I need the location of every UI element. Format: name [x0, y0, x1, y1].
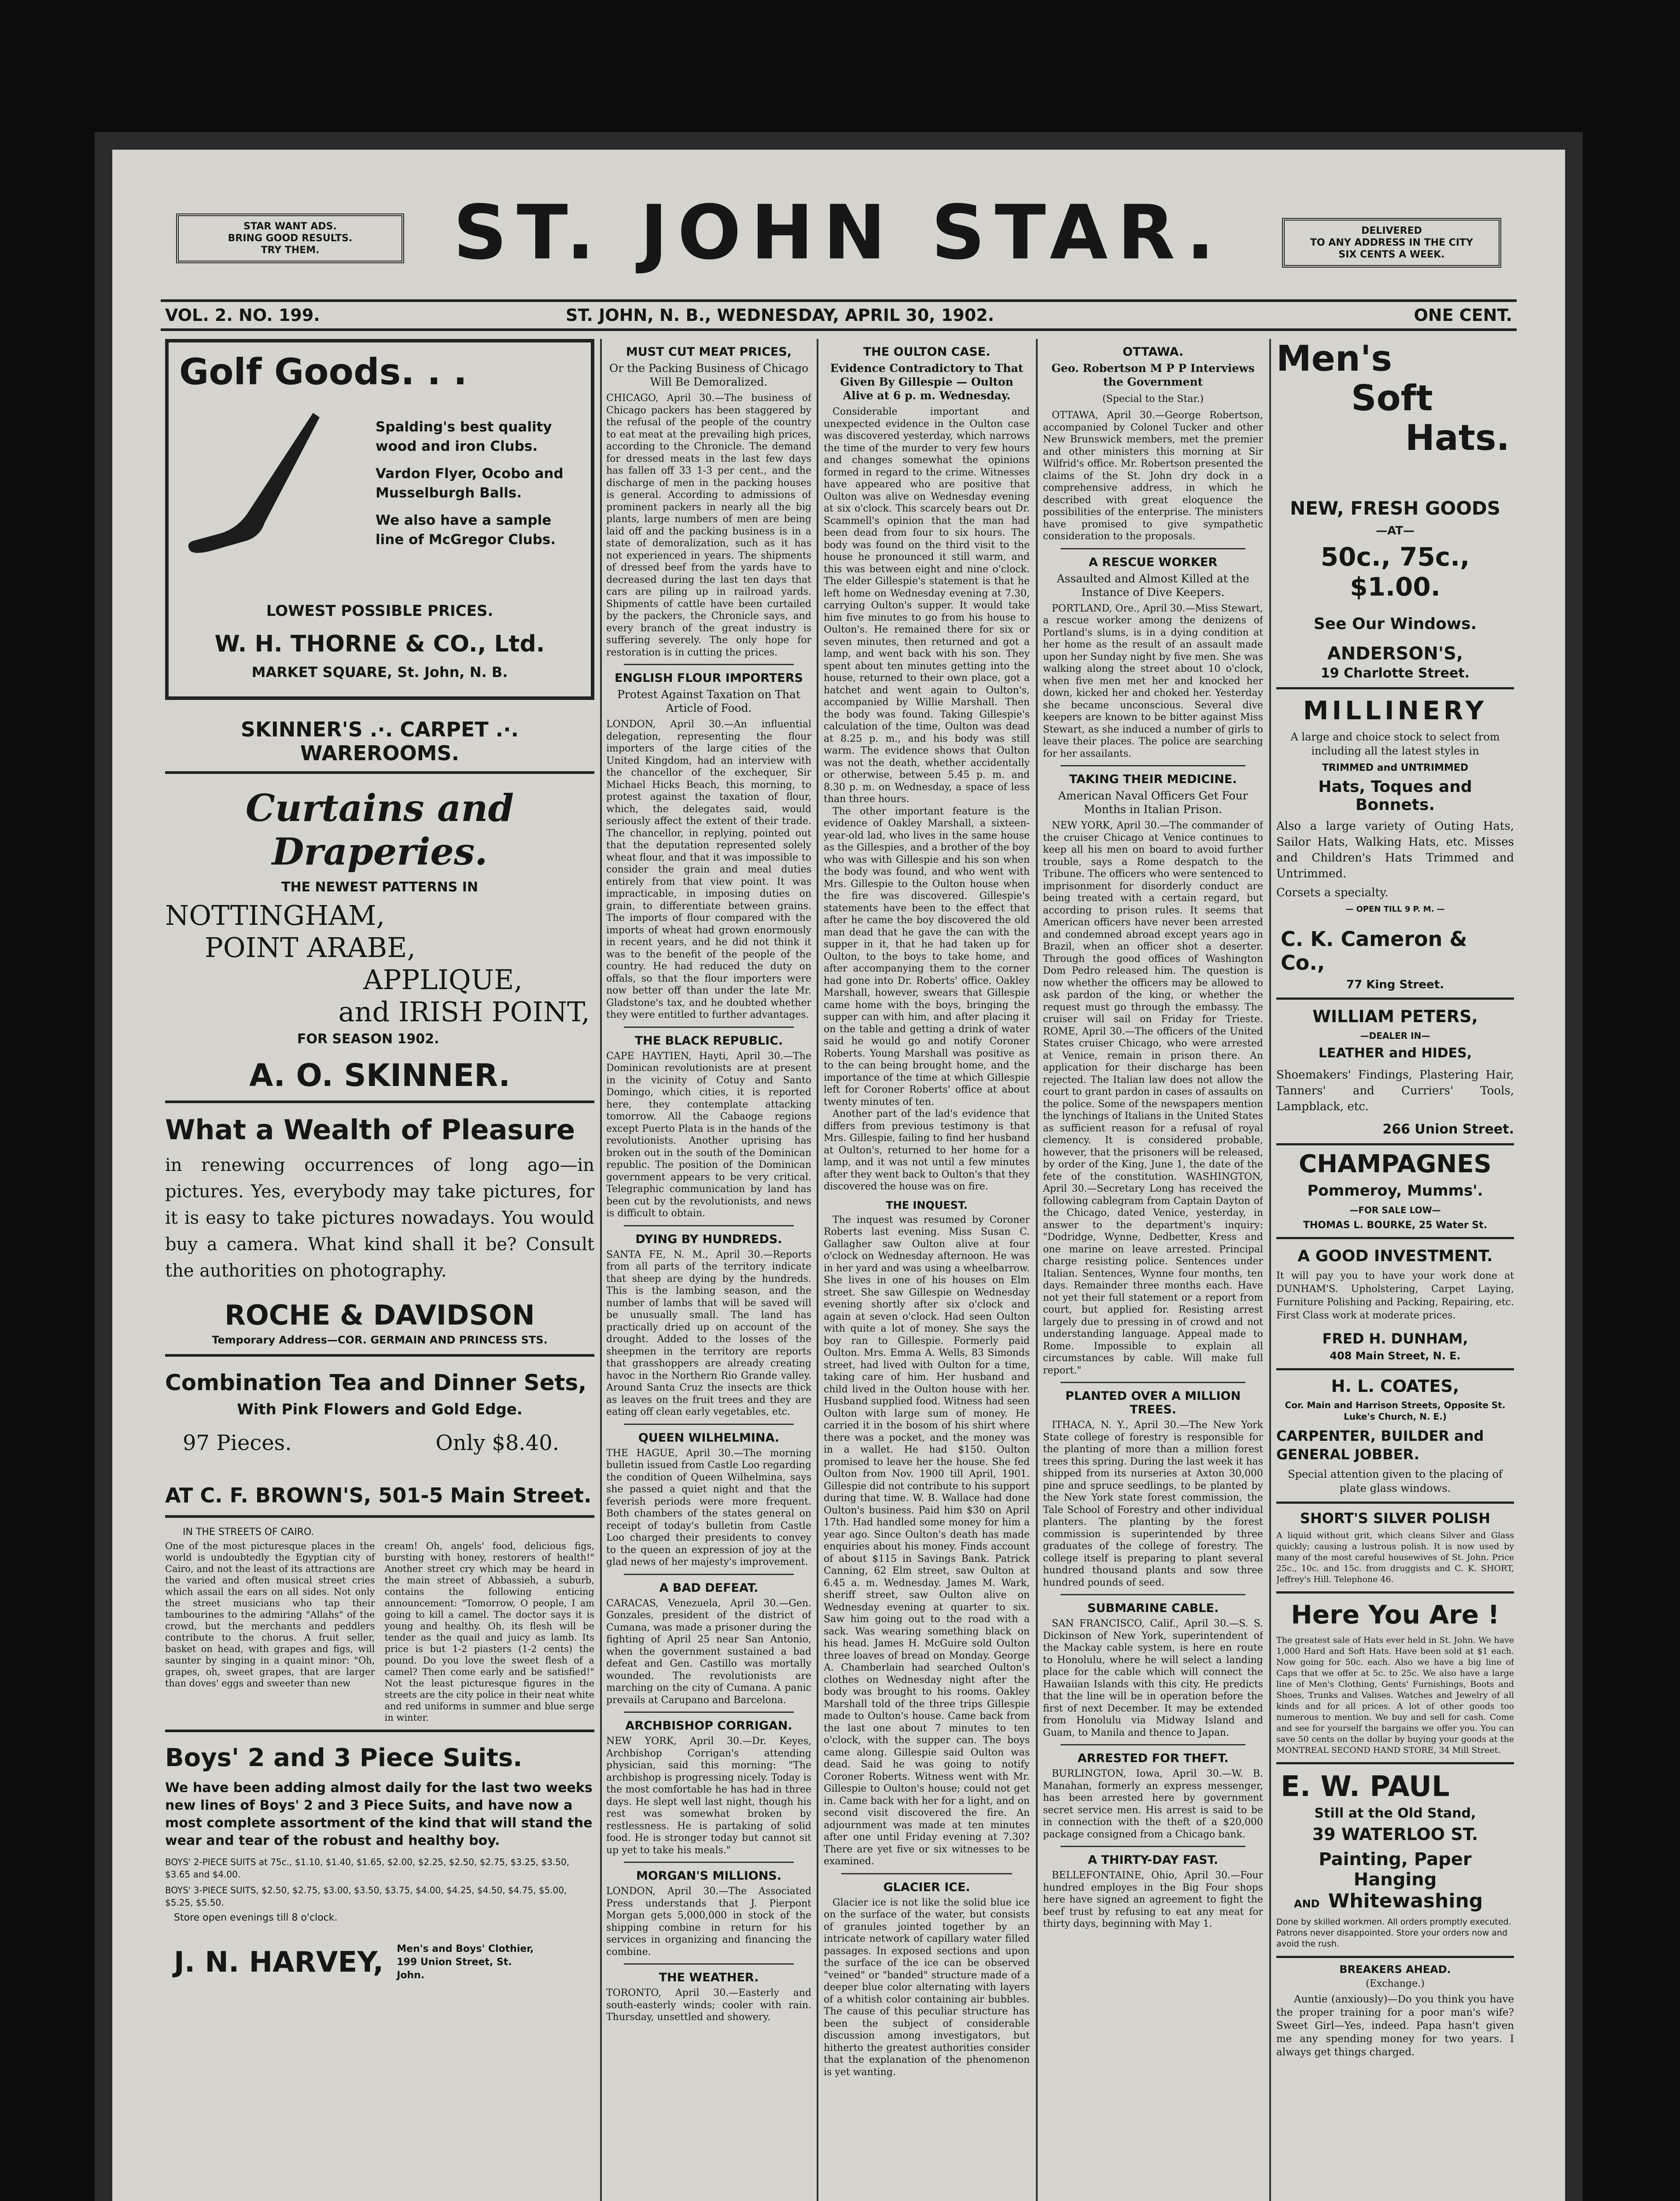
delivery-line-1: DELIVERED — [1361, 225, 1422, 236]
fast-headline: A THIRTY-DAY FAST. — [1087, 1853, 1219, 1867]
column-5-ads — [1276, 339, 1514, 2201]
queen-headline: QUEEN WILHELMINA. — [638, 1431, 780, 1445]
brown-pieces: 97 Pieces. — [183, 1431, 292, 1455]
roche-body: in renewing occurrences of long ago—in pictures. Yes, everybody may take pictures, for it is easy to take pictures nowadays. You would buy a camera. What kind shall it be? Consult the authorities on photography. — [165, 1155, 594, 1281]
cable-headline: SUBMARINE CABLE. — [1087, 1601, 1219, 1615]
peters-name: WILLIAM PETERS, — [1312, 1007, 1478, 1026]
paul-white: Whitewashing — [1328, 1890, 1483, 1912]
coates-address: Cor. Main and Harrison Streets, Opposite St. Luke's Church, N. E.) — [1285, 1400, 1506, 1422]
ottawa-special: (Special to the Star.) — [1102, 394, 1204, 405]
corrigan-headline: ARCHBISHOP CORRIGAN. — [625, 1719, 792, 1733]
flour-headline: ENGLISH FLOUR IMPORTERS — [615, 671, 803, 685]
skinner-point-arabe: POINT ARABE, — [205, 931, 416, 964]
column-rule-1 — [600, 339, 602, 2201]
breakers-body: Auntie (anxiously)—Do you think you have the proper training for a poor man's wife? Sweet Girl—Yes, indeed. Papa hasn't given me any spending money for two years. I always get things charged. — [1276, 1994, 1514, 2058]
millinery-also: Also a large variety of Outing Hats, Sailor Hats, Walking Hats, etc. Misses and Children's Hats Trimmed and Untrimmed. — [1276, 820, 1514, 880]
coates-body: Special attention given to the placing of plate glass windows. — [1276, 1467, 1514, 1504]
column-2-news — [606, 339, 811, 2201]
ottawa-subhead: Geo. Robertson M P P Interviews the Government — [1051, 362, 1255, 388]
peters-goods: LEATHER and HIDES, — [1318, 1045, 1472, 1061]
hats-ad — [1276, 339, 1514, 524]
defeat-headline: A BAD DEFEAT. — [659, 1581, 759, 1595]
inquest-headline: THE INQUEST. — [886, 1199, 968, 1211]
peters-dealer: —DEALER IN— — [1360, 1031, 1430, 1041]
brown-pricing — [165, 1431, 594, 1457]
golf-prices: LOWEST POSSIBLE PRICES. — [266, 602, 494, 620]
skinner-applique: APPLIQUE, — [363, 964, 523, 996]
ottawa-headline: OTTAWA. — [1122, 345, 1184, 359]
oulton-headline: THE OULTON CASE. — [863, 345, 991, 359]
millinery-hats: Hats, Toques and Bonnets. — [1318, 778, 1472, 814]
millinery-trimmed: TRIMMED and UNTRIMMED — [1322, 762, 1469, 773]
medicine-subhead: American Naval Officers Get Four Months in Italian Prison. — [1058, 789, 1248, 816]
bourke-firm: THOMAS L. BOURKE, 25 Water St. — [1276, 1220, 1514, 1239]
golf-details — [376, 417, 578, 549]
golf-line-mcgregor: We also have a sample line of McGregor Clubs. — [376, 512, 556, 548]
hats-prices: 50c., 75c., $1.00. — [1320, 542, 1470, 602]
flour-body: LONDON, April 30.—An influential delegation, representing the flour importers of the large cities of the United Kingdom, had an interview with the chancellor of the exchequer, Sir Michael Hicks Beach, this morning, to protest against the taxation of flour, which, the delegates said, would seriously affect the extent of their trade. The chancellor, in replying, pointed out that the deputation represented solely wheat flour, and that it was impossible to consider the grain and meal duties entirely from that view point. It was impracticable, in imposing duties on grain, to differentiate between grains. The imports of flour compared with the imports of wheat had grown enormously in recent years, and he did not think it was to the benefit of the people of the country. He had reduced the duty on offals, so that the flour importers were now better off than under the late Mr. Gladstone's tax, and he doubted whether they were entitled to further advantages. — [606, 719, 811, 1020]
newspaper-title: ST. JOHN STAR. — [453, 189, 1224, 276]
glacier-body: Glacier ice is not like the solid blue ice on the surface of the water, but consists of granules jointed together by an intricate network of capillary water filled passages. In exposed sections and upon the surface of the ice can be observed "veined" or "banded" structure made of a deeper blue color alternating with layers of a whitish color containing air bubbles. The cause of this peculiar structure has been the subject of considerable discussion among investigators, but hitherto the greatest authorities consider that the explanation of the phenomenon is yet wanting. — [824, 1897, 1030, 2078]
harvey-signature — [165, 1943, 594, 1982]
republic-body: CAPE HAYTIEN, Hayti, April 30.—The Dominican revolutionists are at present in the vicinity of Cotuy and Santo Domingo, which cities, it is reported here, they contemplate attacking tomorrow. All the Cabaoge regions except Puerto Plata is in the hands of the revolutionists. Another uprising has broken out in the south of the Dominican republic. The position of the Dominican government appears to be very critical. Telegraphic communication by land has been cut by the revolutionists, and news is difficult to obtain. — [606, 1050, 811, 1219]
roche-title: What a Wealth of Pleasure — [165, 1114, 575, 1146]
hats-at: —AT— — [1376, 524, 1415, 537]
polish-title: SHORT'S SILVER POLISH — [1300, 1510, 1491, 1527]
roche-firm: ROCHE & DAVIDSON — [225, 1299, 535, 1331]
medicine-headline: TAKING THEIR MEDICINE. — [1069, 773, 1237, 786]
skinner-season: FOR SEASON 1902. — [297, 1031, 439, 1047]
brown-price: Only $8.40. — [435, 1431, 559, 1455]
theft-headline: ARRESTED FOR THEFT. — [1077, 1752, 1229, 1765]
coates-trade: CARPENTER, BUILDER and GENERAL JOBBER. — [1276, 1428, 1484, 1463]
meat-headline: MUST CUT MEAT PRICES, — [626, 345, 792, 359]
here-body: The greatest sale of Hats ever held in St. John. We have 1,000 Hard and Soft Hats. Have been sold at $1 each. Now going for 50c. each. Also we have a big line of Caps that we offer at 5c. to 25c. We also have a large line of Men's Clothing, Gents' Furnishings, Boots and Shoes, Trunks and Valises. Watches and Jewelry of all kinds and for all prices. A lot of other goods too numerous to mention. We buy and sell for cash. Come and see for yourself the bargains we offer you. You can save 50 cents on the dollar by buying your goods at the MONTREAL SECOND HAND STORE, 34 Mill Street. — [1276, 1635, 1514, 1764]
harvey-hours: Store open evenings till 8 o'clock. — [174, 1912, 338, 1923]
paul-still: Still at the Old Stand, — [1314, 1806, 1476, 1821]
column-3-news — [824, 339, 1030, 2201]
newspaper-page — [95, 132, 1583, 2201]
inquest-body: The inquest was resumed by Coroner Roberts last evening. Miss Susan C. Gallagher saw Oulton alive at four o'clock on Wednesday afternoon. He was in her yard and was using a wheelbarrow. She lives in one of his houses on Elm street. She saw Gillespie on Wednesday evening shortly after six o'clock and again at seven o'clock. Had seen Oulton with quite a lot of money. She says the boy ran to Gillespie. Formerly paid Oulton. Mrs. Emma A. Wells, 83 Simonds street, had lived with Oulton for a time, taking care of him. Her husband and child lived in the Oulton house with her. Husband supplied food. Witness had seen Oulton with large sum of money. He carried it in the bosom of his shirt where there was a pocket, and the money was in a wallet. He had $150. Oulton promised to leave her the house. She fed Oulton from Nov. 1900 till April, 1901. Gillespie did not contribute to his support during that time. W. B. Wallace had done Oulton's business. Paid him $30 on April 17th. Had handled some money for him a year ago. Since Oulton's death has made enquiries about his money. Finds account of about $115 in Savings Bank. Patrick Canning, 62 Elm street, saw Oulton at 6.45 a. m. Wednesday. James M. Wark, sheriff street, saw Oulton alive on Wednesday evening at quarter to six. Saw him going out to the road with a sack. Was wearing something black on his head. James H. McGuire sold Oulton three loaves of bread on Monday. George A. Chamberlain had searched Oulton's clothes on Wednesday night after the body was brought to his rooms. Oakley Marshall told of the three trips Gillespie made to Oulton's house. Came back from the last one about 7 minutes to ten o'clock, with the supper can. The boys came along. Gillespie said Oulton was dead. Said he was going to notify Coroner Roberts. Witness went with Mr. Gillespie to Oulton's house; could not get in. Came back with her for a light, and on second visit discovered the fire. An adjournment was made at ten minutes after one until Friday evening at 7.30? There are yet five or six witnesses to be examined. — [824, 1214, 1030, 1867]
dateline-bar — [161, 299, 1517, 331]
skinner-name: A. O. SKINNER. — [165, 1057, 594, 1103]
millinery-title: MILLINERY — [1303, 696, 1488, 725]
millinery-body: A large and choice stock to select from including all the latest styles in — [1290, 731, 1500, 757]
trees-body: ITHACA, N. Y., April 30.—The New York State college of forestry is responsible for the planting of more than a million forest trees this spring. During the last week it has shipped from its nurseries at Axton 30,000 pine and spruce seedlings, to be planted by the New York state forest commission, the Tale School of Forestry and other individual planters. The planting by the forest commission is superintended by three graduates of the college of forestry. The college itself is preparing to plant several hundred thousand plants and sow three hundred pounds of seed. — [1043, 1420, 1263, 1588]
dying-body: SANTA FE, N. M., April 30.—Reports from all parts of the territory indicate that sheep are dying by the hundreds. This is the lambing season, and the number of lambs that will be saved will be unusually small. The land has practically dried up on account of the drought. Added to the losses of the sheepmen in the territory are reports that grasshoppers are already creating havoc in the Northern Rio Grande valley. Around Santa Cruz the insects are thick as leaves on the fruit trees and they are eating off clean early vegetables, etc. — [606, 1249, 811, 1417]
skinner-title: Curtains and Draperies. — [245, 786, 514, 873]
anderson-name: ANDERSON'S, — [1327, 644, 1463, 664]
harvey-3-piece: BOYS' 3-PIECE SUITS, $2.50, $2.75, $3.00, $3.50, $3.75, $4.00, $4.25, $4.50, $4.75, $5.00, $5.25, $5.50. — [165, 1885, 567, 1908]
paul-name: E. W. PAUL — [1281, 1770, 1450, 1803]
golf-line-balls: Vardon Flyer, Ocobo and Musselburgh Balls. — [376, 466, 564, 501]
harvey-body: We have been adding almost daily for the last two weeks new lines of Boys' 2 and 3 Piece Suits, and have now a most complete assortment of the kind that will stand the wear and tear of the robust and healthy boy. — [165, 1780, 593, 1848]
rescue-subhead: Assaulted and Almost Killed at the Instance of Dive Keepers. — [1057, 572, 1249, 599]
issue-date: ST. JOHN, N. B., WEDNESDAY, APRIL 30, 1902. — [566, 305, 995, 325]
oulton-body-1: Considerable important and unexpected evidence in the Oulton case was discovered yesterday, which narrows the time of the murder to very few hours and changes somewhat the opinions formed in regard to the crime. Witnesses have appeared who are positive that Oulton was alive on Wednesday evening at six o'clock. This scarcely bears out Dr. Scammell's opinion that the man had been dead from four to six hours. The body was found on the third visit to the house he pronounced it still warm, and this was between eight and nine o'clock. The elder Gillespie's statement is that he left home on Wednesday evening at 7.30, carrying Oulton's supper. It would take him five minutes to go from his house to Oulton's. He remained there for six or seven minutes, then returned and got a lamp, and went back with his son. They spent about ten minutes getting into the house, returned to their own place, got a hatchet and went again to Oulton's, accompanied by Willie Marshall. Then the body was found. Taking Gillespie's calculation of the time, Oulton was dead at 8.25 p. m., and his body was still warm. The evidence shows that Oulton was not the death, whether accidentally or otherwise, between 5.45 p. m. and 8.30 p. m. on Wednesday, a space of less than three hours. — [824, 406, 1030, 805]
cameron-address: 77 King Street. — [1276, 978, 1514, 1000]
harvey-tag: Men's and Boys' Clothier, 199 Union Street, St. John. — [397, 1943, 534, 1981]
medicine-body: NEW YORK, April 30.—The commander of the cruiser Chicago at Venice continues to keep all his men on board to avoid further trouble, says a Rome despatch to the Tribune. The officers who were sentenced to imprisonment for disorderly conduct are being treated with a certain regard, but according to prison rules. It seems that American officers have never been arrested and condemned abroad except years ago in Brazil, when an officer shot a deserter. Through the good offices of Washington Dom Pedro released him. The question is now whether the officers may be allowed to ask pardon of the king, or whether the request must go through the embassy. The cruiser will sail on Friday for Trieste. ROME, April 30.—The officers of the United States cruiser Chicago, who were arrested at Venice, remain in prison there. An application for their discharge has been rejected. The Italian law does not allow the court to grant pardon in cases of assaults on the police. Some of the newspapers mention the lynchings of Italians in the United States as sufficient reason for a refusal of royal clemency. It is considered probable, however, that the prisoners will be released, by order of the King, June 1, the date of the fete of the constitution. WASHINGTON, April 30.—Secretary Long has received the following cablegram from Captain Dayton of the Chicago, dated Venice, yesterday, in answer to the department's inquiry: "Dodridge, Wynne, Dedbetter, Kress and one marine on leave arrested. Principal charge resisting police. Sentences under Italian. Sentences, Wynne four months, ten days. Remainder three months each. Have not yet their full statement or a report from court, but applied for. Resisting arrest largely due to pressing in of crowd and not understanding language. Appeal made to Rome. Impossible to explain all circumstances by cable. Will make full report." — [1043, 820, 1263, 1376]
champagnes-brands: Pommeroy, Mumms'. — [1307, 1182, 1483, 1200]
delivery-box — [1282, 218, 1501, 268]
cameron-firm: C. K. Cameron & Co., — [1281, 927, 1467, 975]
column-1-ads — [165, 339, 594, 2201]
brown-title: Combination Tea and Dinner Sets, — [165, 1370, 587, 1395]
column-4-news — [1043, 339, 1263, 2201]
golf-title: Golf Goods. . . — [179, 351, 467, 393]
thorne-firm-name: W. H. THORNE & CO., Ltd. — [214, 631, 545, 657]
paul-and: AND — [1294, 1898, 1320, 1910]
cairo-heading: IN THE STREETS OF CAIRO. — [183, 1527, 314, 1538]
skinner-sub: THE NEWEST PATTERNS IN — [281, 880, 478, 895]
oulton-body-3: Another part of the lad's evidence that differs from previous testimony is that Mrs. Gillespie, failing to find her husband at Oulton's, returned to her home for a lamp, and it was not until a few minutes after they went back to Oulton's that they discovered the house was on fire. — [824, 1108, 1030, 1192]
republic-headline: THE BLACK REPUBLIC. — [634, 1034, 783, 1048]
harvey-name: J. N. HARVEY, — [174, 1946, 384, 1979]
weather-headline: THE WEATHER. — [659, 1971, 759, 1984]
column-rule-2 — [817, 339, 818, 2201]
hats-title-1: Men's — [1276, 339, 1392, 379]
cairo-right: cream! Oh, angels' food, delicious figs, bursting with honey, restorers of health!" Another street cry which may be heard in the main street of Abbassieh, a suburb, contains the following enticing announcement: "Tomorrow, O people, I am going to kill a camel. The doctor says it is young and healthy. Oh, its flesh will be tender as the quail and juicy as lamb. Its price is but 1-2 piasters (1-2 cents) the pound. Do you love the sweet flesh of a camel? Then come early and be satisfied!" Not the least picturesque figures in the streets are the city police in their neat white and red uniforms in summer and blue serge in winter. — [384, 1541, 594, 1723]
polish-body: A liquid without grit, which cleans Silver and Glass quickly; causing a lustrous polish. It is now used by many of the most careful housewives of St. John. Price 25c., 10c. and 15c. from druggists and C. K. SHORT, Jeffrey's Hill. Telephone 46. — [1276, 1530, 1514, 1594]
cairo-columns — [165, 1540, 594, 1723]
hats-fresh: NEW, FRESH GOODS — [1289, 497, 1501, 519]
want-ads-line-1: STAR WANT ADS. — [243, 221, 337, 232]
peters-address: 266 Union Street. — [1276, 1122, 1514, 1145]
peters-body: Shoemakers' Findings, Plastering Hair, Tanners' and Curriers' Tools, Lampblack, etc. — [1276, 1068, 1514, 1113]
thorne-address: MARKET SQUARE, St. John, N. B. — [251, 664, 508, 681]
volume-number: VOL. 2. NO. 199. — [165, 305, 320, 325]
delivery-line-2: TO ANY ADDRESS IN THE CITY — [1310, 237, 1473, 248]
meat-body: CHICAGO, April 30.—The business of Chicago packers has been staggered by the refusal of the people of the country to eat meat at the prevailing high prices, according to the Chronicle. The demand for dressed meats in the last few days has fallen off 33 1-3 per cent., and the discharge of men in the packing houses is general. According to admissions of prominent packers in nearly all the big plants, large numbers of men are being laid off and the packing business is in a state of demoralization, such as it has not experienced in years. The shipments of dressed beef from the yards have to decreased during the last ten days that cars are piling up in railroad yards. Shipments of cattle have been curtailed by the packers, the Chronicle says, and every branch of the great industry is suffering severely. The only hope for restoration is in cutting the prices. — [606, 393, 811, 658]
millinery-open: — OPEN TILL 9 P. M. — — [1345, 905, 1445, 914]
corrigan-body: NEW YORK, April 30.—Dr. Keyes, Archbishop Corrigan's attending physician, said this morning: "The archbishop is progressing nicely. Today is the most comfortable he has had in three days. He slept well last night, though his rest was somewhat broken by restlessness. He is partaking of solid food. He is stronger today but cannot sit up yet to take his meals." — [606, 1736, 811, 1856]
meat-subhead: Or the Packing Business of Chicago Will Be Demoralized. — [609, 362, 809, 388]
champagnes-sale: —FOR SALE LOW— — [1349, 1205, 1441, 1215]
delivery-line-3: SIX CENTS A WEEK. — [1338, 249, 1445, 260]
champagnes-title: CHAMPAGNES — [1299, 1150, 1492, 1178]
defeat-body: CARACAS, Venezuela, April 30.—Gen. Gonzales, president of the district of Cumana, was made a prisoner during the fighting of April 25 near San Antonio, when the government sustained a bad defeat and Gen. Castillo was mortally wounded. The revolutionists are marching on the city of Cumana. A panic prevails at Carupano and Barcelona. — [606, 1597, 811, 1706]
want-ads-line-2: BRING GOOD RESULTS. — [228, 233, 353, 244]
dying-headline: DYING BY HUNDREDS. — [635, 1232, 782, 1246]
want-ads-line-3: TRY THEM. — [261, 245, 320, 256]
thorne-golf-ad — [165, 339, 594, 700]
dunham-title: A GOOD INVESTMENT. — [1297, 1247, 1493, 1265]
theft-body: BURLINGTON, Iowa, April 30.—W. B. Manahan, formerly an express messenger, has been arrested here by government secret service men. His arrest is said to be in connection with the theft of a $20,000 package consigned from a Chicago bank. — [1043, 1768, 1263, 1840]
hats-windows: See Our Windows. — [1313, 615, 1477, 633]
trees-headline: PLANTED OVER A MILLION TREES. — [1065, 1389, 1241, 1417]
glacier-headline: GLACIER ICE. — [883, 1880, 970, 1894]
harvey-2-piece: BOYS' 2-PIECE SUITS at 75c., $1.10, $1.40, $1.65, $2.00, $2.25, $2.50, $2.75, $3.25, $3.50, $3.65 and $4.00. — [165, 1857, 570, 1880]
cable-body: SAN FRANCISCO, Calif., April 30.—S. S. Dickinson of New York, superintendent of the Mackay cable system, is here en route to Honolulu, where he will select a landing place for the cable which will connect the Hawaiian Islands with this city. He predicts that the line will be in operation before the first of next December. It may be extended from Honolulu via Midway Island and Guam, to Manila and thence to Japan. — [1043, 1618, 1263, 1738]
dunham-name: FRED H. DUNHAM, — [1322, 1330, 1468, 1347]
cairo-left: One of the most picturesque places in the world is undoubtedly the Egyptian city of Cairo, and not the least of its attractions are the varied and often musical street cries which assail the ears on all sides. Not only the street musicians who tap their tambourines to the admiring "Allahs" of the crowd, but the merchants and peddlers contribute to the chorus. A fruit seller, basket on head, with grapes and figs, will saunter by singing in a quaint minor: "Oh, grapes, oh, sweet grapes, that are larger than doves' eggs and sweeter than new — [165, 1541, 375, 1689]
brown-store: AT C. F. BROWN'S, 501-5 Main Street. — [165, 1483, 594, 1518]
anderson-address: 19 Charlotte Street. — [1276, 666, 1514, 689]
queen-body: THE HAGUE, April 30.—The morning bulletin issued from Castle Loo regarding the condition of Queen Wilhelmina, says she passed a quiet night and that the feverish periods were more frequent. Both chambers of the states general on receipt of today's bulletin from Castle Loo charged their presidents to convey to the queen an expression of joy at the glad news of her majesty's improvement. — [606, 1447, 811, 1568]
oulton-body-2: The other important feature is the evidence of Oakley Marshall, a sixteen-year-old lad, who lives in the same house as the Gillespies, and a brother of the boy who was with Gillespie and his son when the body was found, and who went with Mrs. Gillespie to the Oulton house when the fire was discovered. Gillespie's statements have been to the effect that after he came the boy discovered the old man dead that he gave the can with the supper in it, that he had taken up for Oulton, to the boys to take home, and after accompanying them to the corner had gone into Dr. Roberts' office. Oakley Marshall, however, swears that Gillespie came home with the boys, bringing the supper can with him, and after placing it on the table and getting a drink of water said he would go and notify Coroner Roberts. Young Marshall was positive as to the can being brought home, and the importance of the time at which Gillespie left for Coroner Roberts' office at about twenty minutes of ten. — [824, 806, 1030, 1108]
morgan-body: LONDON, April 30.—The Associated Press understands that J. Pierpont Morgan gets 5,000,000 in stock of the shipping combine in return for his services in organizing and financing the combine. — [606, 1886, 811, 1958]
millinery-corsets: Corsets a specialty. — [1276, 886, 1389, 899]
oulton-subhead: Evidence Contradictory to That Given By Gillespie — Oulton Alive at 6 p. m. Wednesday. — [830, 362, 1024, 402]
skinner-nottingham: NOTTINGHAM, — [165, 899, 385, 931]
hats-title-2: Soft — [1351, 378, 1433, 419]
column-rule-3 — [1036, 339, 1038, 2201]
hats-title-3: Hats. — [1405, 417, 1510, 458]
paul-trade: Painting, Paper Hanging — [1319, 1849, 1472, 1890]
paul-address: 39 WATERLOO ST. — [1312, 1825, 1478, 1844]
flour-subhead: Protest Against Taxation on That Article of Food. — [617, 688, 800, 714]
brown-sub: With Pink Flowers and Gold Edge. — [237, 1401, 523, 1418]
skinner-irish-point: and IRISH POINT, — [338, 996, 590, 1028]
rescue-body: PORTLAND, Ore., April 30.—Miss Stewart, a rescue worker among the denizens of Portland's slums, is in a dying condition at her home as the result of an assault made upon her Sunday night by five men. She was walking along the street about 10 o'clock, when five men met her and knocked her down, kicked her and choked her. Yesterday she became unconscious. Several dive keepers are known to be bitter against Miss Stewart, as she induced a number of girls to leave their places. The police are searching for her assailants. — [1043, 603, 1263, 759]
here-title: Here You Are ! — [1291, 1600, 1499, 1630]
golf-club-icon — [181, 409, 326, 558]
weather-body: TORONTO, April 30.—Easterly and south-easterly winds; cooler with rain. Thursday, unsettled and showery. — [606, 1988, 811, 2023]
harvey-title: Boys' 2 and 3 Piece Suits. — [165, 1744, 523, 1772]
column-rule-4 — [1269, 339, 1271, 2201]
breakers-title: BREAKERS AHEAD. — [1339, 1963, 1451, 1976]
morgan-headline: MORGAN'S MILLIONS. — [636, 1869, 781, 1883]
fast-body: BELLEFONTAINE, Ohio, April 30.—Four hundred employes in the Big Four shops here have signed an agreement to fight the beef trust by refusing to eat any meat for thirty days, beginning with May 1. — [1043, 1870, 1263, 1929]
dunham-address: 408 Main Street, N. E. — [1276, 1350, 1514, 1370]
dunham-body: It will pay you to have your work done at DUNHAM'S. Upholstering, Carpet Laying, Furniture Polishing and Packing, Repairing, etc. First Class work at moderate prices. — [1276, 1270, 1514, 1321]
breakers-exchange: (Exchange.) — [1366, 1978, 1425, 1989]
price: ONE CENT. — [1414, 305, 1512, 325]
skinner-header: SKINNER'S .·. CARPET .·. WAREROOMS. — [165, 718, 594, 774]
ottawa-body: OTTAWA, April 30.—George Robertson, accompanied by Colonel Tucker and other New Brunswick members, met the premier and other ministers this morning at Sir Wilfrid's office. Mr. Robertson presented the claims of the St. John dry dock in a comprehensive address, in which he described with great eloquence the possibilities of the enterprise. The ministers have promised to give sympathetic consideration to the proposals. — [1043, 410, 1263, 542]
paul-body: Done by skilled workmen. All orders promptly executed. Patrons never disappointed. Store your orders now and avoid the rush. — [1276, 1917, 1514, 1958]
roche-address: Temporary Address—COR. GERMAIN AND PRINCESS STS. — [165, 1334, 594, 1357]
coates-name: H. L. COATES, — [1331, 1377, 1459, 1396]
rescue-headline: A RESCUE WORKER — [1088, 555, 1218, 569]
golf-line-clubs: Spalding's best quality wood and iron Clubs. — [376, 419, 552, 454]
